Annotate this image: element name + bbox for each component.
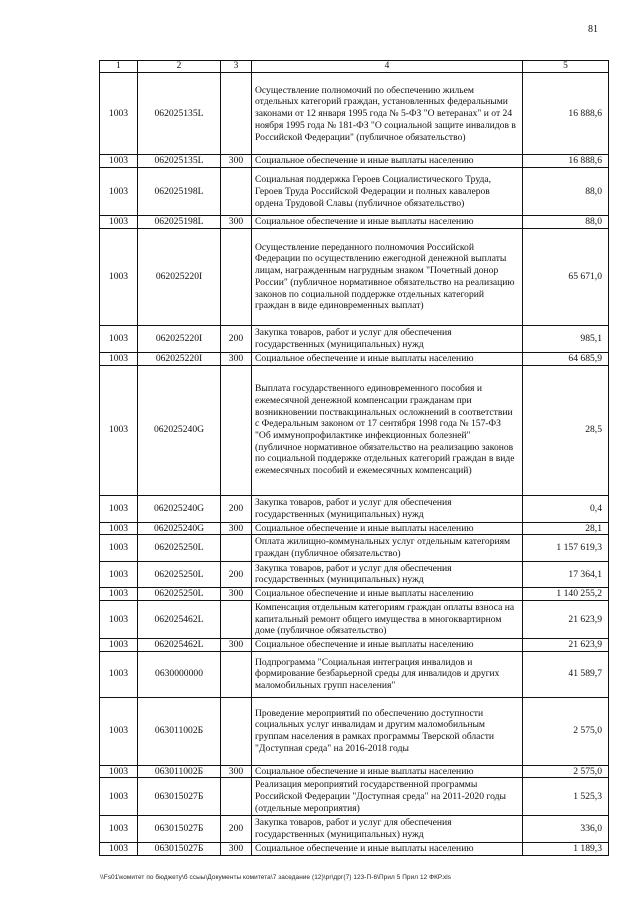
expense-type-cell [221, 365, 252, 495]
table-row [100, 352, 609, 365]
expense-type-cell [221, 651, 252, 697]
table-row [100, 651, 609, 697]
expense-type-cell: 200 [221, 495, 252, 522]
item-name-cell: Закупка товаров, работ и услуг для обеспечения государственных (муниципальных) нужд [252, 495, 523, 522]
target-article-cell: 062025220I [138, 352, 221, 365]
expense-type-cell: 300 [221, 155, 252, 168]
table-header-row [100, 61, 609, 73]
section-cell: 1003 [100, 778, 138, 816]
item-name-cell: Оплата жилищно-коммунальных услуг отдельным категориям граждан (публичное обязательство) [252, 535, 523, 561]
expense-type-cell: 200 [221, 325, 252, 352]
item-name-cell: Проведение мероприятий по обеспечению доступности социальных услуг инвалидам и другим маломобильным группам населения в рамках программы Тверской области "Доступная среда" на 2016-2018 годы [252, 697, 523, 765]
table-row [100, 228, 609, 325]
budget-table [99, 60, 609, 856]
target-article-cell: 062025240G [138, 522, 221, 535]
amount-cell: 88,0 [523, 216, 609, 229]
target-article-cell: 062025198L [138, 168, 221, 216]
table-row [100, 600, 609, 638]
amount-cell: 985,1 [523, 325, 609, 352]
section-cell: 1003 [100, 365, 138, 495]
table-row [100, 216, 609, 229]
item-name-cell: Закупка товаров, работ и услуг для обеспечения государственных (муниципальных) нужд [252, 325, 523, 352]
header-col-2: 2 [138, 61, 221, 73]
amount-cell: 1 525,3 [523, 778, 609, 816]
expense-type-cell: 300 [221, 638, 252, 651]
expense-type-cell: 300 [221, 842, 252, 855]
amount-cell: 21 623,9 [523, 600, 609, 638]
target-article-cell: 062025250L [138, 561, 221, 587]
amount-cell: 336,0 [523, 816, 609, 842]
expense-type-cell [221, 600, 252, 638]
header-col-3: 3 [221, 61, 252, 73]
item-name-cell: Социальное обеспечение и иные выплаты населению [252, 638, 523, 651]
item-name-cell: Осуществление переданного полномочия Российской Федерации по осуществлению ежегодной денежной выплаты лицам, награжденным нагрудным знаком "Почетный донор России" (публичное нормативное обязательство на реализацию законов по социальной поддержке отдельных категорий граждан в виде единовременных выплат) [252, 228, 523, 325]
amount-cell: 65 671,0 [523, 228, 609, 325]
section-cell: 1003 [100, 325, 138, 352]
table-row [100, 522, 609, 535]
expense-type-cell: 300 [221, 765, 252, 778]
amount-cell: 1 140 255,2 [523, 588, 609, 601]
section-cell: 1003 [100, 535, 138, 561]
amount-cell: 21 623,9 [523, 638, 609, 651]
target-article-cell: 062025462L [138, 638, 221, 651]
expense-type-cell [221, 778, 252, 816]
table-row [100, 816, 609, 842]
section-cell: 1003 [100, 352, 138, 365]
section-cell: 1003 [100, 765, 138, 778]
section-cell: 1003 [100, 495, 138, 522]
section-cell: 1003 [100, 588, 138, 601]
amount-cell: 28,1 [523, 522, 609, 535]
target-article-cell: 062025240G [138, 495, 221, 522]
item-name-cell: Осуществление полномочий по обеспечению жильем отдельных категорий граждан, установленных федеральными законами от 12 января 1995 года № 5-ФЗ "О ветеранах" и от 24 ноября 1995 года № 181-ФЗ "О социальной защите инвалидов в Российской Федерации" (публичное обязательство) [252, 73, 523, 155]
expense-type-cell: 200 [221, 816, 252, 842]
amount-cell: 16 888,6 [523, 155, 609, 168]
amount-cell: 1 189,3 [523, 842, 609, 855]
section-cell: 1003 [100, 638, 138, 651]
expense-type-cell: 200 [221, 561, 252, 587]
target-article-cell: 062025250L [138, 588, 221, 601]
item-name-cell: Выплата государственного единовременного пособия и ежемесячной денежной компенсации гражданам при возникновении поствакцинальных осложнений в соответствии с Федеральным законом от 17 сентября 1998 года № 157-ФЗ "Об иммунопрофилактике инфекционных болезней" (публичное нормативное обязательство на реализацию законов по социальной поддержке отдельных категорий граждан в виде ежемесячных пособий и ежемесячных компенсаций) [252, 365, 523, 495]
amount-cell: 2 575,0 [523, 697, 609, 765]
table-row [100, 155, 609, 168]
amount-cell: 2 575,0 [523, 765, 609, 778]
table-row [100, 325, 609, 352]
section-cell: 1003 [100, 816, 138, 842]
table-body [100, 73, 609, 855]
target-article-cell: 063015027Б [138, 842, 221, 855]
header-col-4: 4 [252, 61, 523, 73]
table-row [100, 535, 609, 561]
target-article-cell: 062025135L [138, 155, 221, 168]
table-row [100, 778, 609, 816]
section-cell: 1003 [100, 600, 138, 638]
target-article-cell: 0630000000 [138, 651, 221, 697]
item-name-cell: Социальное обеспечение и иные выплаты населению [252, 588, 523, 601]
item-name-cell: Социальное обеспечение и иные выплаты населению [252, 765, 523, 778]
expense-type-cell: 300 [221, 522, 252, 535]
table-row [100, 168, 609, 216]
page-number: 81 [588, 24, 598, 35]
section-cell: 1003 [100, 842, 138, 855]
amount-cell: 41 589,7 [523, 651, 609, 697]
expense-type-cell [221, 228, 252, 325]
target-article-cell: 062025220I [138, 325, 221, 352]
target-article-cell: 063011002Б [138, 765, 221, 778]
item-name-cell: Компенсация отдельным категориям граждан оплаты взноса на капитальный ремонт общего имущества в многоквартирном доме (публичное обязательство) [252, 600, 523, 638]
section-cell: 1003 [100, 216, 138, 229]
item-name-cell: Реализация мероприятий государственной программы Российской Федерации "Доступная среда" на 2011-2020 годы (отдельные мероприятия) [252, 778, 523, 816]
table-row [100, 697, 609, 765]
item-name-cell: Социальное обеспечение и иные выплаты населению [252, 842, 523, 855]
table-row [100, 842, 609, 855]
item-name-cell: Социальное обеспечение и иные выплаты населению [252, 216, 523, 229]
amount-cell: 88,0 [523, 168, 609, 216]
section-cell: 1003 [100, 697, 138, 765]
amount-cell: 64 685,9 [523, 352, 609, 365]
target-article-cell: 063011002Б [138, 697, 221, 765]
amount-cell: 16 888,6 [523, 73, 609, 155]
item-name-cell: Закупка товаров, работ и услуг для обеспечения государственных (муниципальных) нужд [252, 561, 523, 587]
section-cell: 1003 [100, 228, 138, 325]
target-article-cell: 062025198L [138, 216, 221, 229]
expense-type-cell: 300 [221, 216, 252, 229]
table-row [100, 588, 609, 601]
item-name-cell: Подпрограмма "Социальная интеграция инвалидов и формирование безбарьерной среды для инвалидов и других маломобильных групп населения" [252, 651, 523, 697]
table-row [100, 638, 609, 651]
item-name-cell: Социальное обеспечение и иные выплаты населению [252, 155, 523, 168]
target-article-cell: 062025462L [138, 600, 221, 638]
section-cell: 1003 [100, 155, 138, 168]
expense-type-cell: 300 [221, 352, 252, 365]
target-article-cell: 062025135L [138, 73, 221, 155]
header-col-5: 5 [523, 61, 609, 73]
section-cell: 1003 [100, 73, 138, 155]
target-article-cell: 062025220I [138, 228, 221, 325]
section-cell: 1003 [100, 651, 138, 697]
target-article-cell: 062025250L [138, 535, 221, 561]
section-cell: 1003 [100, 522, 138, 535]
expense-type-cell: 300 [221, 588, 252, 601]
target-article-cell: 063015027Б [138, 816, 221, 842]
amount-cell: 28,5 [523, 365, 609, 495]
amount-cell: 1 157 619,3 [523, 535, 609, 561]
expense-type-cell [221, 168, 252, 216]
file-path-footer: \\Fs01\комитет по бюджету\б ссыы\Документы комитета\7 заседание (12)\pr\дрг(7) 123-П-6\Прил 5 Прил 12 ФКР.xls [100, 874, 452, 881]
header-col-1: 1 [100, 61, 138, 73]
section-cell: 1003 [100, 561, 138, 587]
table-row [100, 73, 609, 155]
target-article-cell: 063015027Б [138, 778, 221, 816]
expense-type-cell [221, 73, 252, 155]
item-name-cell: Социальное обеспечение и иные выплаты населению [252, 522, 523, 535]
item-name-cell: Закупка товаров, работ и услуг для обеспечения государственных (муниципальных) нужд [252, 816, 523, 842]
section-cell: 1003 [100, 168, 138, 216]
amount-cell: 0,4 [523, 495, 609, 522]
expense-type-cell [221, 535, 252, 561]
expense-type-cell [221, 697, 252, 765]
target-article-cell: 062025240G [138, 365, 221, 495]
table-row [100, 495, 609, 522]
item-name-cell: Социальная поддержка Героев Социалистического Труда, Героев Труда Российской Федерации и полных кавалеров ордена Трудовой Славы (публичное обязательство) [252, 168, 523, 216]
amount-cell: 17 364,1 [523, 561, 609, 587]
table-row [100, 765, 609, 778]
table-row [100, 561, 609, 587]
item-name-cell: Социальное обеспечение и иные выплаты населению [252, 352, 523, 365]
table-row [100, 365, 609, 495]
